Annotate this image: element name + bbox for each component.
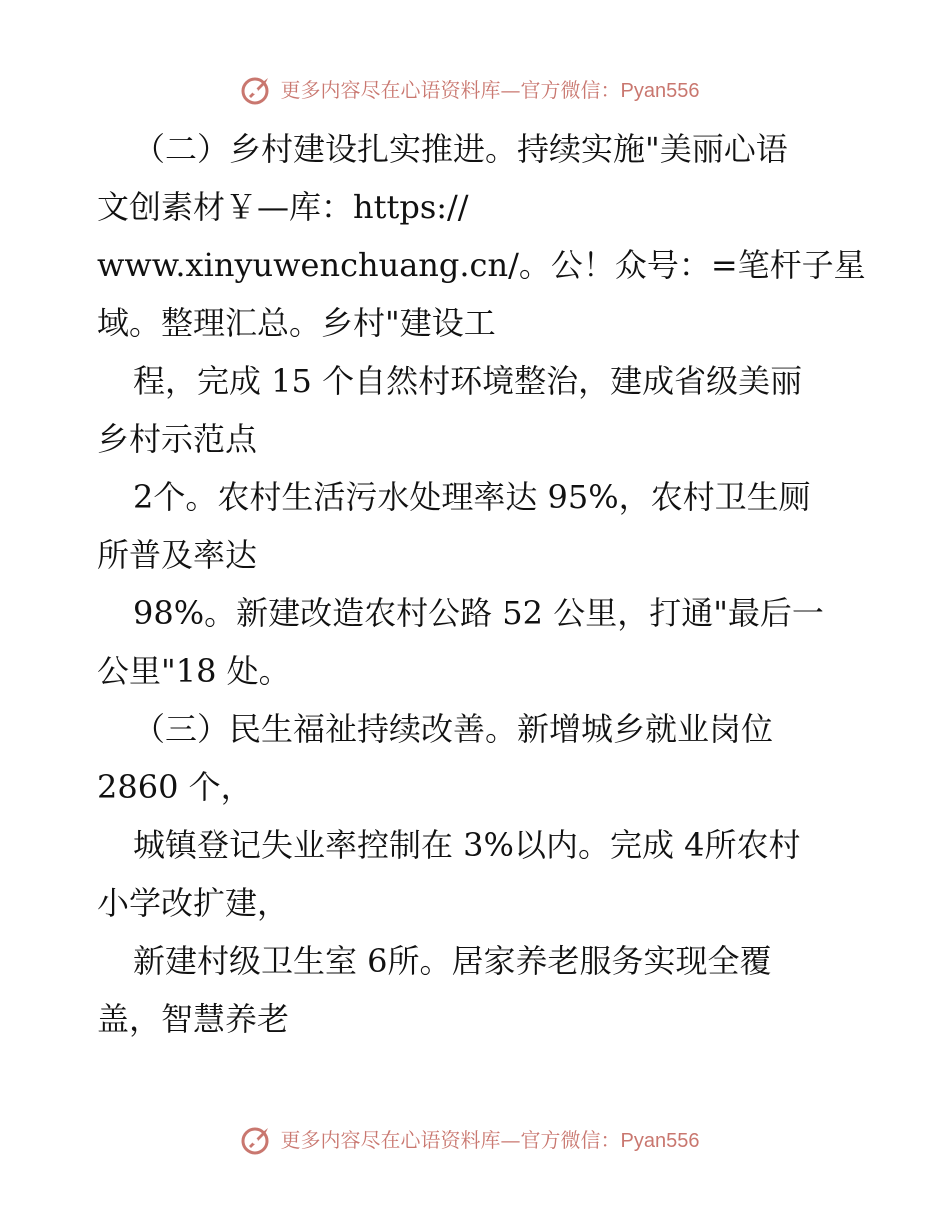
body-line: 公里"18 处。: [97, 652, 291, 690]
watermark-wechat-id: Pyan556: [620, 79, 700, 102]
watermark-banner: [241, 74, 700, 106]
body-line: 域。整理汇总。乡村"建设工: [97, 304, 496, 342]
body-line: 2860 个，: [97, 768, 253, 806]
header-watermark: [0, 70, 950, 110]
body-line: 小学改扩建，: [97, 884, 290, 922]
watermark-wechat-id: Pyan556: [620, 1129, 700, 1152]
body-line: 所普及率达: [97, 536, 258, 574]
body-line: 盖，智慧养老: [97, 1000, 290, 1038]
watermark-label: 更多内容尽在心语资料库—官方微信：: [280, 77, 621, 102]
body-line: 新建村级卫生室 6所。居家养老服务实现全覆: [133, 942, 772, 980]
body-line: 98%。新建改造农村公路 52 公里，打通"最后一: [133, 594, 824, 632]
watermark-text: [280, 77, 700, 102]
footer-watermark: [0, 1120, 950, 1160]
watermark-banner: [241, 1124, 700, 1156]
body-line: （二）乡村建设扎实推进。持续实施"美丽心语: [133, 130, 788, 168]
body-line: 程，完成 15 个自然村环境整治，建成省级美丽: [133, 362, 803, 400]
pen-logo-icon: [241, 1124, 273, 1156]
body-line: www.xinyuwenchuang.cn/。公！众号：=笔杆子星: [97, 246, 866, 284]
watermark-label: 更多内容尽在心语资料库—官方微信：: [280, 1127, 621, 1152]
watermark-text: [280, 1127, 700, 1152]
body-line: 2个。农村生活污水处理率达 95%，农村卫生厕: [133, 478, 811, 516]
body-line: 乡村示范点: [97, 420, 258, 458]
body-line: 文创素材￥—库：https://: [97, 188, 469, 226]
document-body: [97, 120, 877, 1048]
pen-logo-icon: [241, 74, 273, 106]
body-line: 城镇登记失业率控制在 3%以内。完成 4所农村: [133, 826, 801, 864]
body-line: （三）民生福祉持续改善。新增城乡就业岗位: [133, 710, 774, 748]
